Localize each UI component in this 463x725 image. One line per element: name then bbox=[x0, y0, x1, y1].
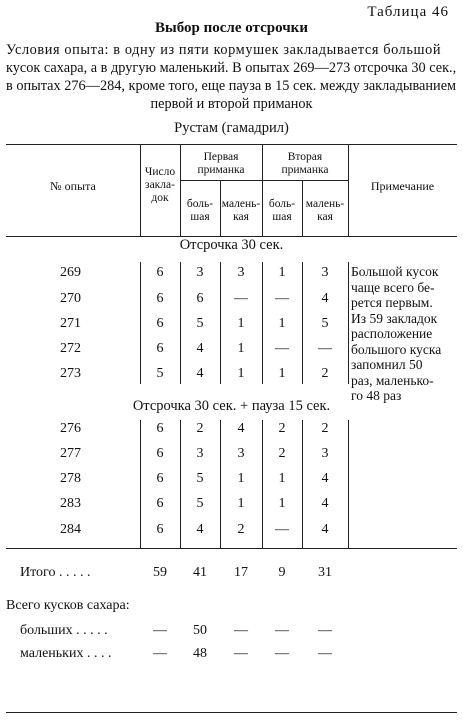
header-first-bait bbox=[180, 151, 262, 177]
table-top-rule bbox=[6, 144, 457, 145]
table-bottom-rule bbox=[6, 712, 457, 713]
body-divider bbox=[348, 262, 349, 384]
header-big-line: шая bbox=[190, 211, 210, 223]
cell-count: 6 bbox=[156, 446, 164, 461]
small-label-text: маленьких bbox=[20, 646, 84, 661]
bait-subheader-rule bbox=[180, 180, 349, 181]
trial-number: 284 bbox=[60, 522, 81, 537]
cell-first-big: 3 bbox=[196, 265, 204, 280]
conditions-line-3: в опытах 276—284, кроме того, еще пауза в 15 сек. между закладыванием bbox=[6, 78, 457, 94]
big-first-big: 50 bbox=[193, 623, 207, 638]
note-line: раз, маленько- bbox=[351, 372, 434, 388]
header-big-line: боль- bbox=[268, 198, 296, 210]
header-note: Примечание bbox=[370, 179, 435, 193]
experiment-conditions bbox=[6, 41, 457, 113]
total-second-small: 31 bbox=[318, 565, 332, 580]
cell-first-big: 2 bbox=[196, 421, 204, 436]
total-first-small: 17 bbox=[234, 565, 248, 580]
header-first-big bbox=[180, 198, 220, 224]
cell-first-big: 5 bbox=[196, 471, 204, 486]
cell-first-small: 1 bbox=[237, 471, 245, 486]
cell-second-small: — bbox=[318, 341, 332, 356]
cell-second-small: 3 bbox=[321, 446, 329, 461]
cell-first-small: — bbox=[234, 291, 248, 306]
trial-number: 277 bbox=[60, 446, 81, 461]
header-first-small bbox=[220, 198, 262, 224]
small-first-small: — bbox=[234, 646, 248, 661]
big-label-text: больших bbox=[20, 623, 73, 638]
cell-first-small: 1 bbox=[237, 496, 245, 511]
cell-second-big: — bbox=[275, 291, 289, 306]
trial-number: 269 bbox=[60, 265, 81, 280]
conditions-line-4: первой и второй приманок bbox=[150, 96, 313, 112]
cell-second-big: — bbox=[275, 341, 289, 356]
note-text bbox=[351, 264, 459, 404]
cell-count: 6 bbox=[156, 421, 164, 436]
header-count-line: Число bbox=[144, 166, 176, 178]
cell-first-small: 1 bbox=[237, 366, 245, 381]
small-count: — bbox=[153, 646, 167, 661]
conditions-line-2: кусок сахара, а в другую маленький. В опытах 269—273 отсрочка 30 сек., bbox=[6, 60, 457, 76]
cell-first-big: 3 bbox=[196, 446, 204, 461]
header-small-line: кая bbox=[233, 211, 249, 223]
cell-second-small: 5 bbox=[321, 316, 329, 331]
header-small-line: кая bbox=[317, 211, 333, 223]
note-line: запомнил 50 bbox=[351, 357, 423, 372]
cell-second-big: 2 bbox=[278, 446, 286, 461]
cell-first-big: 4 bbox=[196, 366, 204, 381]
trial-number: 271 bbox=[60, 316, 81, 331]
cell-first-big: 6 bbox=[196, 291, 204, 306]
conditions-line-1: Условия опыта: в одну из пяти кормушек закладывается большой bbox=[6, 42, 442, 58]
header-big-line: шая bbox=[272, 211, 292, 223]
total-count: 59 bbox=[153, 565, 167, 580]
header-big-line: боль- bbox=[186, 198, 214, 210]
cell-second-big: — bbox=[275, 522, 289, 537]
cell-first-small: 3 bbox=[237, 446, 245, 461]
table-number: Таблица 46 bbox=[367, 4, 449, 20]
header-second-bait-line: приманка bbox=[281, 164, 329, 176]
table-title: Выбор после отсрочки bbox=[155, 20, 308, 36]
note-line: рется первым. bbox=[351, 295, 433, 310]
cell-first-big: 4 bbox=[196, 341, 204, 356]
header-count-line: заклa- bbox=[145, 179, 175, 191]
header-second-bait bbox=[262, 151, 348, 177]
note-line: Большой кусок bbox=[351, 264, 439, 279]
total-label: Итого . . . . . bbox=[20, 565, 91, 580]
cell-second-small: 3 bbox=[321, 265, 329, 280]
big-label: больших . . . . . bbox=[20, 623, 108, 638]
sugar-total-heading: Всего кусков сахара: bbox=[6, 598, 130, 613]
total-second-big: 9 bbox=[278, 565, 286, 580]
header-small-line: малень- bbox=[221, 198, 261, 210]
cell-second-small: 2 bbox=[321, 421, 329, 436]
cell-first-small: 4 bbox=[237, 421, 245, 436]
trial-number: 273 bbox=[60, 366, 81, 381]
cell-second-small: 2 bbox=[321, 366, 329, 381]
small-second-small: — bbox=[318, 646, 332, 661]
cell-count: 6 bbox=[156, 265, 164, 280]
cell-first-big: 5 bbox=[196, 496, 204, 511]
cell-first-big: 5 bbox=[196, 316, 204, 331]
note-line: расположение bbox=[351, 326, 433, 341]
header-small-line: малень- bbox=[305, 198, 345, 210]
cell-first-small: 2 bbox=[237, 522, 245, 537]
trial-number: 276 bbox=[60, 421, 81, 436]
trial-number: 270 bbox=[60, 291, 81, 306]
cell-first-small: 3 bbox=[237, 265, 245, 280]
small-second-big: — bbox=[275, 646, 289, 661]
note-line: большого куска bbox=[351, 341, 442, 357]
total-first-big: 41 bbox=[193, 565, 207, 580]
small-first-big: 48 bbox=[193, 646, 207, 661]
big-second-big: — bbox=[275, 623, 289, 638]
big-second-small: — bbox=[318, 623, 332, 638]
cell-first-big: 4 bbox=[196, 522, 204, 537]
header-trial-no: № опыта bbox=[50, 179, 96, 193]
cell-second-small: 4 bbox=[321, 471, 329, 486]
trial-number: 283 bbox=[60, 496, 81, 511]
cell-second-small: 4 bbox=[321, 496, 329, 511]
body-divider bbox=[348, 420, 349, 548]
section-heading-delay-pause: Отсрочка 30 сек. + пауза 15 сек. bbox=[132, 398, 331, 414]
cell-second-big: 1 bbox=[278, 496, 286, 511]
cell-count: 6 bbox=[156, 522, 164, 537]
small-label: маленьких . . . . bbox=[20, 646, 112, 661]
totals-rule bbox=[6, 548, 457, 549]
header-second-big bbox=[262, 198, 302, 224]
cell-first-small: 1 bbox=[237, 316, 245, 331]
cell-second-big: 1 bbox=[278, 471, 286, 486]
note-line: го 48 раз bbox=[351, 388, 402, 403]
header-second-bait-line: Вторая bbox=[287, 151, 323, 163]
cell-count: 6 bbox=[156, 341, 164, 356]
header-first-bait-line: Первая bbox=[203, 151, 239, 163]
cell-count: 6 bbox=[156, 496, 164, 511]
section-heading-delay: Отсрочка 30 сек. bbox=[179, 237, 284, 253]
cell-second-big: 1 bbox=[278, 316, 286, 331]
cell-second-small: 4 bbox=[321, 291, 329, 306]
subject-name: Рустам (гамадрил) bbox=[174, 120, 289, 136]
big-count: — bbox=[153, 623, 167, 638]
header-first-bait-line: приманка bbox=[197, 164, 245, 176]
trial-number: 272 bbox=[60, 341, 81, 356]
cell-count: 6 bbox=[156, 471, 164, 486]
note-line: Из 59 закладок bbox=[351, 310, 438, 326]
cell-second-big: 1 bbox=[278, 265, 286, 280]
cell-first-small: 1 bbox=[237, 341, 245, 356]
cell-count: 5 bbox=[156, 366, 164, 381]
cell-second-big: 2 bbox=[278, 421, 286, 436]
cell-count: 6 bbox=[156, 316, 164, 331]
trial-number: 278 bbox=[60, 471, 81, 486]
total-label-text: Итого bbox=[20, 565, 56, 580]
cell-second-big: 1 bbox=[278, 366, 286, 381]
header-count-line: док bbox=[151, 192, 169, 204]
cell-second-small: 4 bbox=[321, 522, 329, 537]
header-count bbox=[140, 166, 180, 205]
note-line: чаще всего бе- bbox=[351, 279, 435, 295]
cell-count: 6 bbox=[156, 291, 164, 306]
big-first-small: — bbox=[234, 623, 248, 638]
header-second-small bbox=[302, 198, 348, 224]
